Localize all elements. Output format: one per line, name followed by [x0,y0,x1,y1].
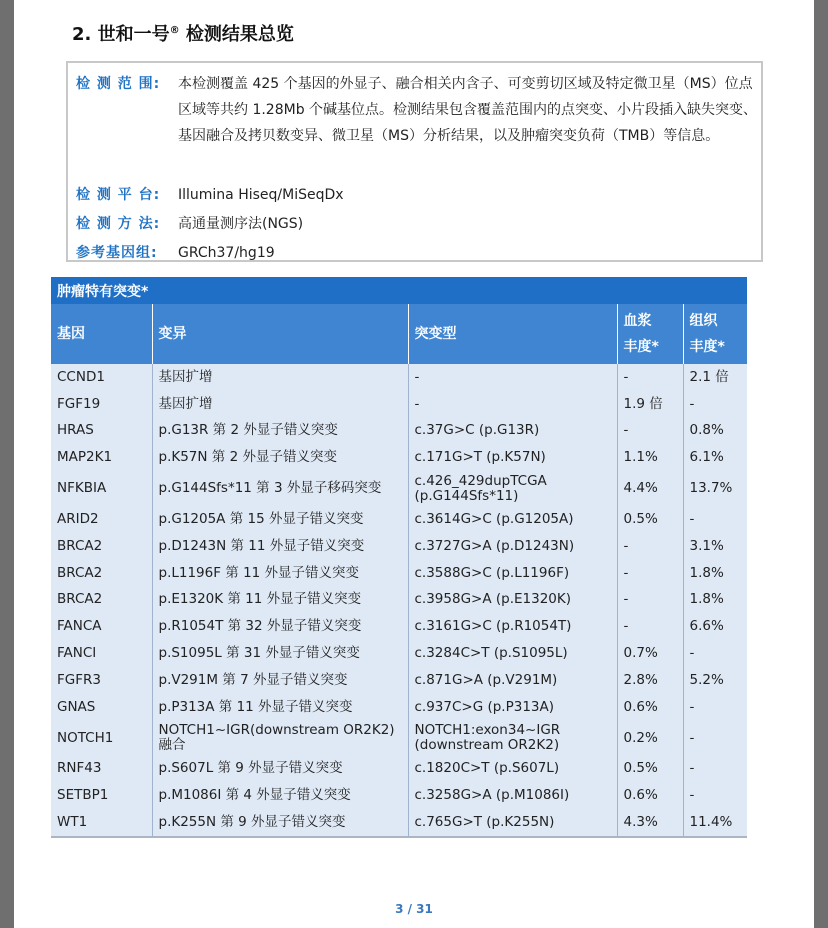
cell-tissue-abundance: 11.4% [683,809,747,837]
cell-variant: NOTCH1~IGR(downstream OR2K2) 融合 [152,721,408,756]
cell-plasma-abundance: 0.7% [617,640,683,667]
cell-mutation-type: NOTCH1:exon34~IGR (downstream OR2K2) [408,721,617,756]
scope-method-label: 检 测 方 法: [76,216,161,232]
cell-tissue-abundance: 0.8% [683,418,747,445]
cell-variant: p.M1086I 第 4 外显子错义突变 [152,782,408,809]
cell-plasma-abundance: - [617,533,683,560]
cell-mutation-type: c.171G>T (p.K57N) [408,444,617,471]
scope-platform-label: 检 测 平 台: [76,187,161,203]
table-row [51,613,747,640]
cell-variant: p.G144Sfs*11 第 3 外显子移码突变 [152,471,408,506]
cell-variant: p.R1054T 第 32 外显子错义突变 [152,613,408,640]
scope-reference-text: GRCh37/hg19 [178,245,275,261]
header-plasma-abundance: 血浆 丰度* [617,304,683,364]
cell-mutation-type: c.937C>G (p.P313A) [408,694,617,721]
table-row [51,471,747,506]
header-tissue-abundance: 组织 丰度* [683,304,747,364]
cell-gene: HRAS [51,418,152,445]
cell-plasma-abundance: 1.9 倍 [617,391,683,418]
cell-variant: 基因扩增 [152,364,408,391]
cell-tissue-abundance: 3.1% [683,533,747,560]
cell-gene: FGFR3 [51,667,152,694]
cell-variant: p.S1095L 第 31 外显子错义突变 [152,640,408,667]
cell-tissue-abundance: - [683,721,747,756]
cell-variant: p.K57N 第 2 外显子错义突变 [152,444,408,471]
scope-range-text: 本检测覆盖 425 个基因的外显子、融合相关内含子、可变剪切区域及特定微卫星（MS）位点区域等共约 1.28Mb 个碱基位点。检测结果包含覆盖范围内的点突变、小片段插入缺失突变、基因融合及拷贝数变异、微卫星（MS）分析结果，以及肿瘤突变负荷（TMB）等信息。 [178,76,758,144]
cell-tissue-abundance: 5.2% [683,667,747,694]
table-row [51,809,747,837]
cell-gene: CCND1 [51,364,152,391]
cell-gene: BRCA2 [51,560,152,587]
cell-tissue-abundance: 1.8% [683,560,747,587]
cell-mutation-type: c.3727G>A (p.D1243N) [408,533,617,560]
cell-gene: FGF19 [51,391,152,418]
cell-plasma-abundance: 1.1% [617,444,683,471]
table-row [51,560,747,587]
cell-mutation-type: c.3614G>C (p.G1205A) [408,506,617,533]
cell-gene: BRCA2 [51,587,152,614]
table-row [51,587,747,614]
table-row [51,721,747,756]
cell-variant: p.G13R 第 2 外显子错义突变 [152,418,408,445]
cell-mutation-type: c.1820C>T (p.S607L) [408,756,617,783]
cell-mutation-type: c.3588G>C (p.L1196F) [408,560,617,587]
cell-mutation-type: c.3258G>A (p.M1086I) [408,782,617,809]
cell-tissue-abundance: - [683,694,747,721]
cell-gene: SETBP1 [51,782,152,809]
header-gene: 基因 [51,304,152,364]
scope-platform-text: Illumina Hiseq/MiSeqDx [178,187,344,203]
cell-tissue-abundance: 13.7% [683,471,747,506]
cell-tissue-abundance: 6.1% [683,444,747,471]
cell-plasma-abundance: - [617,364,683,391]
cell-variant: p.E1320K 第 11 外显子错义突变 [152,587,408,614]
cell-variant: p.P313A 第 11 外显子错义突变 [152,694,408,721]
table-row [51,756,747,783]
cell-tissue-abundance: 6.6% [683,613,747,640]
cell-tissue-abundance: 2.1 倍 [683,364,747,391]
table-row [51,391,747,418]
cell-gene: NFKBIA [51,471,152,506]
cell-mutation-type: c.37G>C (p.G13R) [408,418,617,445]
cell-variant: p.G1205A 第 15 外显子错义突变 [152,506,408,533]
cell-variant: p.S607L 第 9 外显子错义突变 [152,756,408,783]
table-row [51,364,747,391]
cell-gene: WT1 [51,809,152,837]
cell-tissue-abundance: - [683,640,747,667]
cell-plasma-abundance: - [617,613,683,640]
cell-gene: NOTCH1 [51,721,152,756]
cell-mutation-type: c.765G>T (p.K255N) [408,809,617,837]
cell-variant: 基因扩增 [152,391,408,418]
cell-mutation-type: c.3284C>T (p.S1095L) [408,640,617,667]
cell-gene: FANCI [51,640,152,667]
cell-gene: GNAS [51,694,152,721]
cell-tissue-abundance: - [683,391,747,418]
cell-gene: BRCA2 [51,533,152,560]
cell-mutation-type: c.871G>A (p.V291M) [408,667,617,694]
cell-plasma-abundance: - [617,418,683,445]
cell-plasma-abundance: 0.6% [617,694,683,721]
cell-gene: MAP2K1 [51,444,152,471]
scope-reference-label: 参考基因组: [76,245,158,261]
cell-tissue-abundance: 1.8% [683,587,747,614]
table-row [51,640,747,667]
table-row [51,694,747,721]
header-variant: 变异 [152,304,408,364]
cell-plasma-abundance: 0.5% [617,506,683,533]
table-row [51,506,747,533]
cell-tissue-abundance: - [683,506,747,533]
page-indicator: 3 / 31 [395,902,433,916]
cell-plasma-abundance: - [617,560,683,587]
cell-variant: p.K255N 第 9 外显子错义突变 [152,809,408,837]
cell-variant: p.D1243N 第 11 外显子错义突变 [152,533,408,560]
table-row [51,418,747,445]
cell-gene: RNF43 [51,756,152,783]
mutation-table [51,277,747,838]
scope-method-text: 高通量测序法(NGS) [178,216,304,232]
table-row [51,667,747,694]
cell-variant: p.L1196F 第 11 外显子错义突变 [152,560,408,587]
cell-plasma-abundance: 0.2% [617,721,683,756]
section-title: 2. 世和一号® 检测结果总览 [72,24,294,45]
cell-plasma-abundance: 4.3% [617,809,683,837]
table-row [51,782,747,809]
cell-mutation-type: - [408,391,617,418]
table-caption: 肿瘤特有突变* [51,277,747,304]
table-row [51,533,747,560]
cell-variant: p.V291M 第 7 外显子错义突变 [152,667,408,694]
cell-gene: ARID2 [51,506,152,533]
cell-mutation-type: c.3958G>A (p.E1320K) [408,587,617,614]
table-row [51,444,747,471]
scope-range-label: 检 测 范 围: [76,76,161,92]
test-scope-box [66,61,763,262]
header-mutation-type: 突变型 [408,304,617,364]
cell-tissue-abundance: - [683,782,747,809]
cell-mutation-type: c.3161G>C (p.R1054T) [408,613,617,640]
cell-plasma-abundance: 4.4% [617,471,683,506]
cell-plasma-abundance: 2.8% [617,667,683,694]
cell-plasma-abundance: 0.6% [617,782,683,809]
cell-tissue-abundance: - [683,756,747,783]
cell-plasma-abundance: 0.5% [617,756,683,783]
cell-plasma-abundance: - [617,587,683,614]
cell-mutation-type: - [408,364,617,391]
cell-gene: FANCA [51,613,152,640]
cell-mutation-type: c.426_429dupTCGA (p.G144Sfs*11) [408,471,617,506]
